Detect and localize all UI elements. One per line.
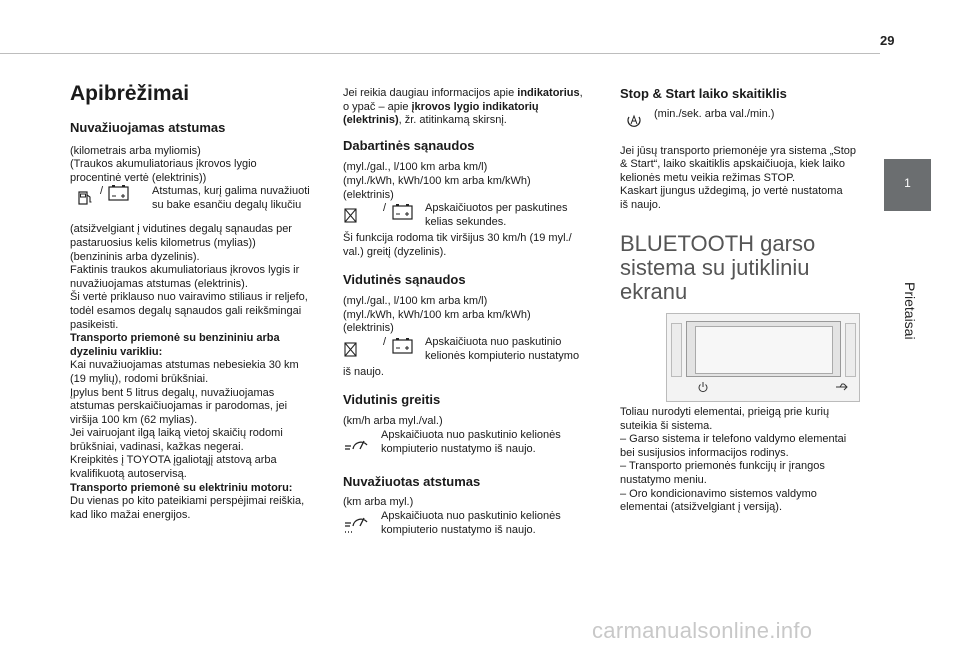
text-line: bei susijusios informacijos rodinys.: [620, 446, 789, 459]
text-line: nustatymo meniu.: [620, 473, 707, 486]
avg-units-1: (myl./gal., l/100 km arba km/l): [343, 294, 488, 307]
header-divider: [0, 53, 880, 54]
range-units-3: procentinė vertė (elektrinis)): [70, 171, 207, 184]
current-desc-1: Apskaičiuotos per paskutines: [425, 202, 568, 215]
text-line: nuvažiuojamas atstumas (elektrinis).: [70, 277, 248, 290]
average-consumption-heading: Vidutinės sąnaudos: [343, 272, 466, 288]
chapter-title: Prietaisai: [902, 282, 918, 340]
chapter-number: 1: [904, 176, 911, 190]
avg-desc-1: Apskaičiuota nuo paskutinio: [425, 335, 562, 348]
intro-comma: ,: [579, 87, 583, 99]
text-line: – Oro kondicionavimo sistemos valdymo: [620, 487, 817, 500]
average-speed-heading: Vidutinis greitis: [343, 392, 441, 408]
intro-text-2: o ypač – apie: [343, 100, 412, 113]
text-line: Kai nuvažiuojamas atstumas nebesiekia 30 km: [70, 359, 299, 372]
text-line: kad liko mažai energijos.: [70, 508, 191, 521]
stop-start-icon-row: [620, 101, 870, 137]
intro-line-2: [343, 101, 605, 115]
battery-range-icon: [107, 183, 131, 208]
left-side-panel: [671, 323, 682, 377]
text-line: Jei jūsų transporto priemonėje yra sistema „Stop: [620, 144, 856, 157]
range-units: (kilometrais arba myliomis): [70, 144, 201, 157]
text-line: kelionės metu veikia režimas STOP.: [620, 171, 796, 184]
bt-title-line-2: sistema su jutikliniu: [620, 255, 810, 280]
bluetooth-section-title: [620, 232, 840, 304]
touchscreen-inner: [695, 326, 833, 374]
text-line: (atsižvelgiant į vidutines degalų sąnaudas per: [70, 223, 292, 236]
electric-heading: Transporto priemonė su elektriniu motoru:: [70, 481, 293, 494]
avg-icon-row: [343, 336, 605, 366]
page-title: Apibrėžimai: [70, 82, 190, 105]
avg-units-2: (myl./kWh, kWh/100 km arba km/kWh): [343, 308, 531, 321]
speed-units: (km/h arba myl./val.): [343, 414, 443, 427]
speedometer-icon: [343, 435, 369, 458]
current-desc-2: kelias sekundes.: [425, 216, 507, 229]
distance-desc-2: kompiuterio nustatymo iš naujo.: [381, 523, 536, 536]
range-desc-2: su bake esančiu degalų likučiu: [152, 199, 302, 212]
distance-desc-1: Apskaičiuota nuo paskutinio kelionės: [381, 509, 561, 522]
stop-start-icon: [626, 112, 642, 133]
intro-bold-link: indikatorius: [517, 87, 580, 99]
text-line: & Start“, laiko skaitiklis apskaičiuoja, kiek laiko: [620, 158, 845, 171]
intro-text: Jei reikia daugiau informacijos apie: [343, 87, 518, 99]
text-line: viršija 100 km (62 mylias).: [70, 413, 198, 426]
current-units-2: (myl./kWh, kWh/100 km arba km/kWh): [343, 174, 531, 187]
avg-units-3: (elektrinis): [343, 322, 394, 335]
stop-start-units: (min./sek. arba val./min.): [654, 107, 775, 120]
text-line: elementai (atsižvelgiant į versiją).: [620, 501, 783, 514]
bluetooth-description: [620, 406, 870, 515]
text-line: atstumas perskaičiuojamas ir parodomas, jei: [70, 400, 288, 413]
current-icon-row: [343, 202, 605, 232]
avg-desc-3: iš naujo.: [343, 365, 384, 378]
distance-units: (km arba myl.): [343, 496, 414, 509]
average-consumption-icon: [343, 340, 359, 363]
text-line: – Garso sistema ir telefono valdymo elementai: [620, 433, 847, 446]
text-line: Kreipkitės į TOYOTA įgaliotąjį atstovą arba: [70, 454, 277, 467]
bt-title-line-1: BLUETOOTH garso: [620, 231, 816, 256]
touchscreen-audio-unit-illustration: [666, 313, 860, 402]
right-side-panel: [845, 323, 856, 377]
text-line: Ši vertė priklauso nuo vairavimo stiliaus ir reljefo,: [70, 291, 308, 304]
range-icon-row: [70, 185, 330, 223]
bt-title-line-3: ekranu: [620, 279, 688, 304]
text-line: pastaruosius kelis kilometrus (mylias)): [70, 236, 256, 249]
intro-bold-3: (elektrinis): [343, 114, 399, 127]
text-line: iš naujo.: [620, 198, 661, 211]
intro-bold-2: įkrovos lygio indikatorių: [411, 100, 539, 113]
slash-text: /: [100, 185, 104, 198]
petrol-heading-2: dyzeliniu varikliu:: [70, 345, 163, 358]
text-line: kvalifikuotą autoservisą.: [70, 468, 187, 481]
text-line: Jei vairuojant ilgą laiką vietoj skaičių rodomi: [70, 427, 283, 440]
intro-line-1: [343, 87, 605, 101]
page-number: 29: [880, 33, 895, 48]
text-line: Faktinis traukos akumuliatoriaus įkrovos lygis ir: [70, 264, 300, 277]
stop-start-heading: Stop & Start laiko skaitiklis: [620, 86, 787, 101]
current-note-1: Ši funkcija rodoma tik viršijus 30 km/h (19 myl./: [343, 232, 572, 245]
range-heading: Nuvažiuojamas atstumas: [70, 120, 226, 135]
speed-desc-2: kompiuterio nustatymo iš naujo.: [381, 442, 536, 455]
fuel-pump-icon: [76, 189, 94, 212]
text-line: (19 mylių), rodomi brūkšniai.: [70, 372, 209, 385]
battery-average-icon: [391, 336, 415, 361]
current-units-3: (elektrinis): [343, 188, 394, 201]
text-line: – Transporto priemonės funkcijų ir įrangos: [620, 460, 825, 473]
current-consumption-heading: Dabartinės sąnaudos: [343, 137, 475, 153]
text-line: todėl esamos degalų sąnaudos gali reikšmingai: [70, 304, 302, 317]
intro-tail: , žr. atitinkamą skirsnį.: [398, 114, 507, 127]
range-desc-1: Atstumas, kurį galima nuvažiuoti: [152, 185, 310, 198]
left-column: [70, 121, 330, 522]
text-line: brūkšniai, vadinasi, kažkas negerai.: [70, 440, 244, 453]
text-line: pasikeisti.: [70, 318, 119, 331]
current-units-1: (myl./gal., l/100 km arba km/l): [343, 161, 488, 174]
distance-heading: Nuvažiuotas atstumas: [343, 473, 481, 489]
slash-text: /: [383, 202, 387, 215]
trip-distance-icon: [343, 514, 369, 539]
battery-consumption-icon: [391, 202, 415, 227]
text-line: (benzininis arba dyzelinis).: [70, 250, 200, 263]
text-line: Du vienas po kito pateikiami perspėjimai reiškia,: [70, 495, 305, 508]
watermark: carmanualsonline.info: [592, 618, 813, 643]
power-icon: [697, 380, 709, 398]
text-line: Toliau nurodyti elementai, prieigą prie kurių: [620, 406, 830, 418]
middle-column: [343, 87, 605, 542]
touchscreen-display: [686, 321, 841, 377]
text-line: suteikia ši sistema.: [620, 419, 713, 432]
instant-consumption-icon: [343, 206, 359, 229]
text-line: Kaskart įjungus uždegimą, jo vertė nustatoma: [620, 185, 843, 198]
current-note-2: val.) greitį (dyzelinis).: [343, 245, 447, 258]
intro-line-3: [343, 114, 605, 128]
text-line: Įpylus bent 5 litrus degalų, nuvažiuojamas: [70, 386, 275, 399]
speed-icon-row: [343, 429, 605, 461]
distance-icon-row: [343, 510, 605, 542]
right-column: [620, 87, 870, 213]
range-units-2: (Traukos akumuliatoriaus įkrovos lygio: [70, 158, 257, 171]
slash-text: /: [383, 335, 387, 348]
avg-desc-2: kelionės kompiuterio nustatymo: [425, 349, 580, 362]
usb-icon: [835, 380, 849, 398]
petrol-heading: Transporto priemonė su benzininiu arba: [70, 332, 280, 345]
speed-desc-1: Apskaičiuota nuo paskutinio kelionės: [381, 428, 561, 441]
